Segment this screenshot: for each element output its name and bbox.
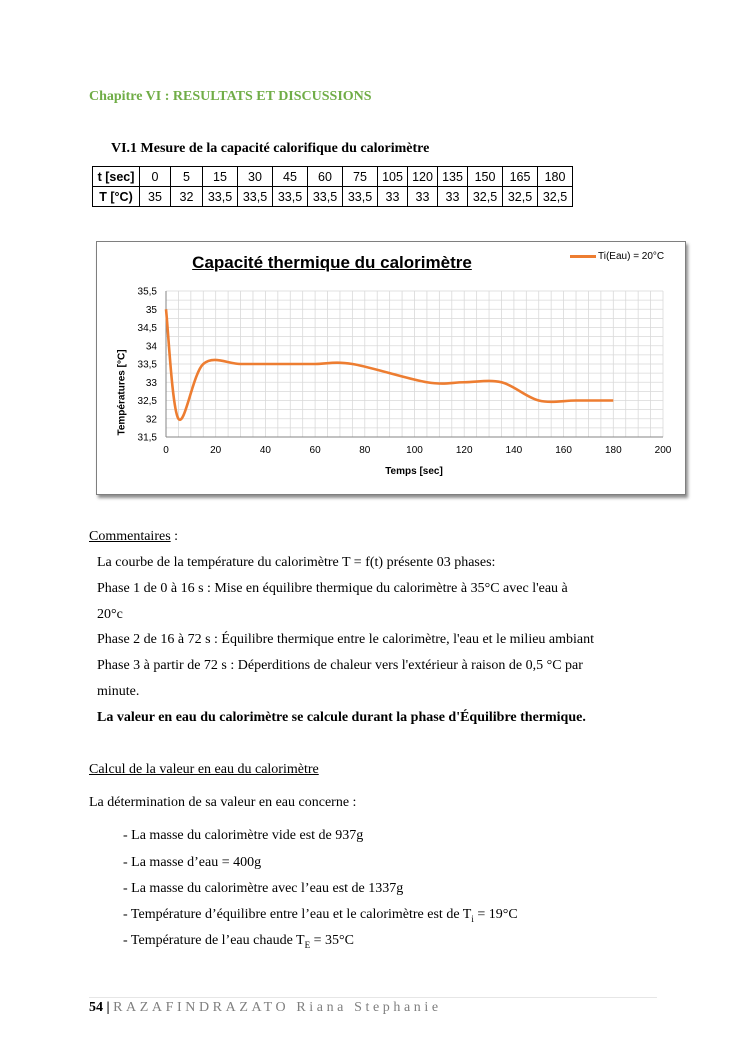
table-row-header: t [sec] xyxy=(93,167,140,187)
chart-plot-area xyxy=(97,242,685,494)
comments-heading-line xyxy=(89,529,178,545)
chapter-title: Chapitre VI : RESULTATS ET DISCUSSIONS xyxy=(89,89,372,104)
page-number: 54 xyxy=(89,1000,103,1015)
table-cell: 180 xyxy=(538,167,573,187)
table-cell: 32 xyxy=(171,187,203,207)
y-tick-label: 34 xyxy=(145,341,157,353)
calc-heading: Calcul de la valeur en eau du calorimètre xyxy=(89,762,319,777)
comments-heading: Commentaires xyxy=(89,529,171,544)
table-row-header: T [°C) xyxy=(93,187,140,207)
temperature-chart xyxy=(96,241,686,495)
measurement-table xyxy=(92,166,573,207)
table-cell: 30 xyxy=(238,167,273,187)
table-cell: 135 xyxy=(438,167,468,187)
list-item: - La masse du calorimètre avec l’eau est de 1337g xyxy=(123,881,404,896)
table-row xyxy=(93,187,573,207)
comment-line: La courbe de la température du calorimètre T = f(t) présente 03 phases: xyxy=(97,555,496,570)
y-tick-label: 31,5 xyxy=(137,432,157,444)
y-tick-label: 33 xyxy=(145,377,157,389)
y-tick-label: 35 xyxy=(145,304,157,316)
table-cell: 60 xyxy=(308,167,343,187)
x-tick-label: 40 xyxy=(259,445,271,456)
table-row xyxy=(93,167,573,187)
table-cell: 120 xyxy=(408,167,438,187)
y-tick-label: 32 xyxy=(145,414,157,426)
chart-legend xyxy=(570,251,664,262)
comment-line: Phase 2 de 16 à 72 s : Équilibre thermique entre le calorimètre, l'eau et le milieu ambiant xyxy=(97,632,595,647)
table-cell: 33,5 xyxy=(343,187,378,207)
list-item-tail: = 35°C xyxy=(310,933,354,948)
list-item: - La masse du calorimètre vide est de 937g xyxy=(123,828,364,843)
y-tick-label: 32,5 xyxy=(137,396,157,407)
page-footer xyxy=(89,1000,442,1016)
table-cell: 0 xyxy=(140,167,171,187)
table-cell: 33 xyxy=(408,187,438,207)
list-item-text: - Température d’équilibre entre l’eau et le calorimètre est de T xyxy=(123,907,472,922)
x-tick-label: 140 xyxy=(505,445,523,456)
chart-title: Capacité thermique du calorimètre xyxy=(192,253,472,272)
list-item xyxy=(123,907,518,924)
footer-divider xyxy=(89,997,657,998)
calc-intro: La détermination de sa valeur en eau concerne : xyxy=(89,795,357,810)
table-cell: 33 xyxy=(438,187,468,207)
table-cell: 32,5 xyxy=(538,187,573,207)
table-cell: 150 xyxy=(468,167,503,187)
comment-line: Phase 1 de 0 à 16 s : Mise en équilibre thermique du calorimètre à 35°C avec l'eau à xyxy=(97,581,568,596)
section-title: VI.1 Mesure de la capacité calorifique du calorimètre xyxy=(111,141,430,156)
table-cell: 32,5 xyxy=(468,187,503,207)
table-cell: 15 xyxy=(203,167,238,187)
list-item: - La masse d’eau = 400g xyxy=(123,855,262,870)
list-item-tail: = 19°C xyxy=(473,907,518,922)
x-tick-label: 120 xyxy=(455,445,473,456)
comment-conclusion: La valeur en eau du calorimètre se calcule durant la phase d'Équilibre thermique. xyxy=(97,710,586,725)
table-cell: 45 xyxy=(273,167,308,187)
table-cell: 5 xyxy=(171,167,203,187)
x-tick-label: 160 xyxy=(555,445,572,456)
table-cell: 105 xyxy=(378,167,408,187)
x-tick-label: 200 xyxy=(654,445,672,456)
x-tick-label: 60 xyxy=(309,445,321,456)
legend-label: Ti(Eau) = 20°C xyxy=(598,251,665,262)
table-cell: 33,5 xyxy=(238,187,273,207)
x-tick-label: 20 xyxy=(210,445,222,456)
x-tick-label: 0 xyxy=(163,445,169,456)
legend-swatch-icon xyxy=(570,255,596,258)
comment-line: Phase 3 à partir de 72 s : Déperditions de chaleur vers l'extérieur à raison de 0,5 °C par xyxy=(97,658,583,673)
x-tick-label: 80 xyxy=(359,445,371,456)
table-cell: 33,5 xyxy=(308,187,343,207)
table-cell: 33 xyxy=(378,187,408,207)
footer-separator: | xyxy=(103,1000,114,1015)
x-tick-label: 100 xyxy=(406,445,423,456)
comments-heading-suffix: : xyxy=(170,529,179,544)
subscript: i xyxy=(471,913,474,924)
y-tick-label: 34,5 xyxy=(137,323,157,334)
list-item xyxy=(123,933,354,950)
table-cell: 33,5 xyxy=(203,187,238,207)
table-cell: 35 xyxy=(140,187,171,207)
y-axis-label: Températures [°C] xyxy=(116,349,128,436)
table-cell: 75 xyxy=(343,167,378,187)
subscript: E xyxy=(304,939,311,950)
x-tick-label: 180 xyxy=(604,445,622,456)
x-axis-label: Temps [sec] xyxy=(385,466,443,477)
footer-author: RAZAFINDRAZATO Riana Stephanie xyxy=(113,1000,442,1015)
list-item-text: - Température de l’eau chaude T xyxy=(123,933,305,948)
comment-line: minute. xyxy=(97,684,140,699)
y-tick-label: 33,5 xyxy=(137,359,157,371)
table-cell: 33,5 xyxy=(273,187,308,207)
comment-line: 20°c xyxy=(97,607,123,622)
y-tick-label: 35,5 xyxy=(137,286,157,298)
table-cell: 165 xyxy=(503,167,538,187)
table-cell: 32,5 xyxy=(503,187,538,207)
